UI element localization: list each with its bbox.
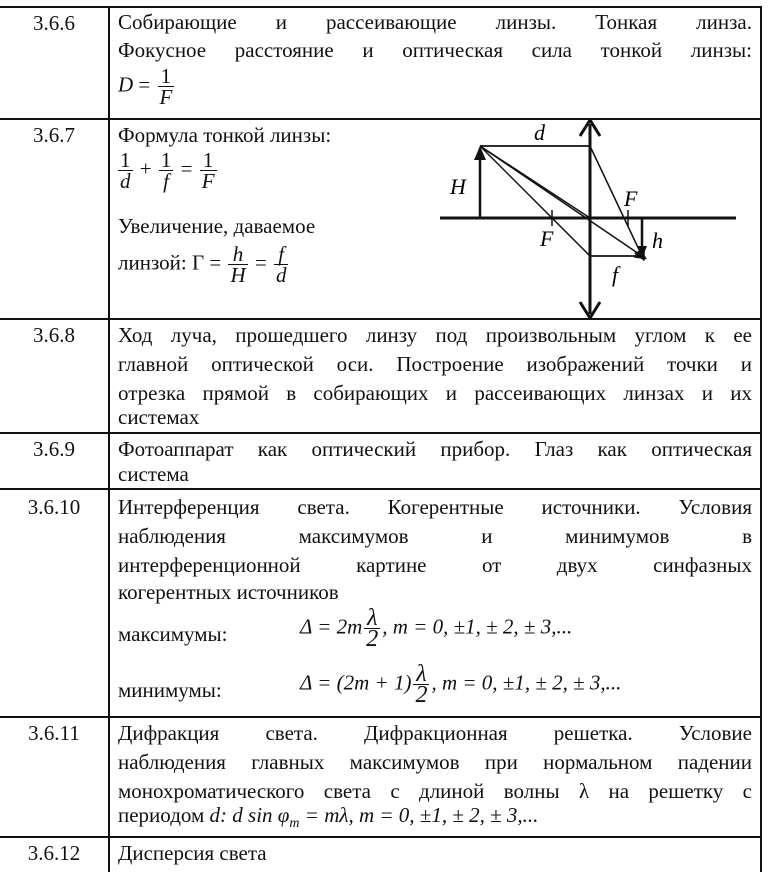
table-rule: [108, 6, 110, 872]
row-text-line: Дисперсия света: [118, 841, 267, 865]
label-F-top: F: [624, 186, 638, 211]
row-text-line: отрезка прямой в собирающих и рассеивающих линзах и их: [118, 381, 752, 405]
row-number: 3.6.12: [27, 841, 81, 865]
row-text-line: Фокусное расстояние и оптическая сила тонкой линзы:: [118, 38, 752, 62]
row-number: 3.6.8: [33, 323, 75, 347]
formula-denominator: H: [230, 263, 246, 287]
lens-ray-diagram: [430, 118, 750, 318]
formula-symbol: Γ: [191, 250, 205, 275]
label-h: h: [652, 228, 663, 253]
thin-lens-formula: [116, 150, 219, 191]
formula-symbol: +: [139, 156, 152, 181]
formula-symbol: =: [138, 72, 151, 97]
row-text-line: периодом: [118, 803, 205, 827]
formula-part: Δ = 2m: [300, 614, 363, 639]
row-text-line: когерентных источников: [118, 580, 339, 604]
formula-denominator: f: [163, 169, 170, 193]
row-number: 3.6.6: [33, 11, 75, 35]
row-text-line: Дифракция света. Дифракционная решетка. Условие: [118, 721, 752, 745]
formula-denominator: 2: [366, 626, 379, 652]
row-text-line: Собирающие и рассеивающие линзы. Тонкая линза.: [118, 10, 752, 34]
label-H: H: [450, 174, 466, 199]
formula-denominator: F: [159, 85, 173, 109]
light-ray: [480, 146, 590, 256]
formula-part: , m = 0, ±1, ± 2, ± 3,...: [431, 670, 622, 695]
formula-numerator: f: [274, 244, 289, 265]
formula-part: = mλ, m = 0, ±1, ± 2, ± 3,...: [299, 803, 539, 827]
formula-denominator: F: [201, 169, 215, 193]
formula-part: d sin φ: [232, 803, 290, 827]
row-text-line: линзой:: [118, 250, 187, 275]
row-text-line: Ход луча, прошедшего линзу под произвольным углом к ее: [118, 323, 752, 347]
formula-denominator: 2: [415, 682, 428, 708]
row-text-line: наблюдения максимумов и минимумов в: [118, 524, 752, 548]
row-text-line: Увеличение, даваемое: [118, 214, 316, 238]
row-number: 3.6.10: [27, 495, 81, 519]
maxima-label: максимумы:: [118, 622, 228, 646]
formula-numerator: h: [228, 244, 247, 265]
row-text-line: главной оптической оси. Построение изображений точки и: [118, 352, 752, 376]
formula-symbol: =: [254, 250, 267, 275]
formula-denominator: d: [120, 169, 131, 193]
formula-numerator: λ: [413, 664, 429, 685]
row-text-line: система: [118, 462, 189, 486]
row-number: 3.6.11: [28, 721, 80, 745]
row-text-line: Формула тонкой линзы:: [118, 123, 332, 147]
table-rule: [760, 6, 762, 872]
row-number: 3.6.7: [33, 123, 75, 147]
minima-label: минимумы:: [118, 678, 222, 702]
light-ray: [480, 146, 590, 218]
formula-symbol: D: [118, 72, 134, 97]
formula-subscript: m: [289, 816, 300, 832]
formula-numerator: 1: [120, 148, 131, 172]
row-text-line: интерференционной картине от двух синфазных: [118, 553, 752, 577]
row-text-line: монохроматического света с длиной волны λ на решетку с: [118, 779, 752, 803]
label-d: d: [534, 120, 545, 145]
formula-numerator: λ: [364, 608, 380, 629]
formula-numerator: 1: [160, 148, 172, 172]
formula-symbol: =: [180, 156, 193, 181]
row-text-line: Интерференция света. Когерентные источники. Условия: [118, 495, 752, 519]
magnification-formula: [118, 244, 290, 285]
formula-numerator: 1: [158, 66, 175, 87]
formula-part: Δ = (2m + 1): [300, 670, 412, 695]
row-number: 3.6.9: [33, 437, 75, 461]
formula-symbol: =: [209, 250, 222, 275]
grating-formula-line: [118, 803, 538, 832]
formula-numerator: 1: [200, 150, 217, 171]
formula-denominator: d: [275, 263, 287, 287]
formula-part: , m = 0, ±1, ± 2, ± 3,...: [382, 614, 573, 639]
maxima-formula: [300, 605, 573, 652]
row-text-line: наблюдения главных максимумов при нормальном падении: [118, 750, 752, 774]
optical-power-formula: [118, 66, 176, 107]
formula-part: d:: [209, 803, 228, 827]
row-text-line: Фотоаппарат как оптический прибор. Глаз как оптическая: [118, 437, 752, 461]
label-f: f: [612, 262, 619, 287]
row-text-line: системах: [118, 405, 200, 429]
minima-formula: [300, 661, 622, 708]
label-F-bottom: F: [540, 226, 554, 251]
